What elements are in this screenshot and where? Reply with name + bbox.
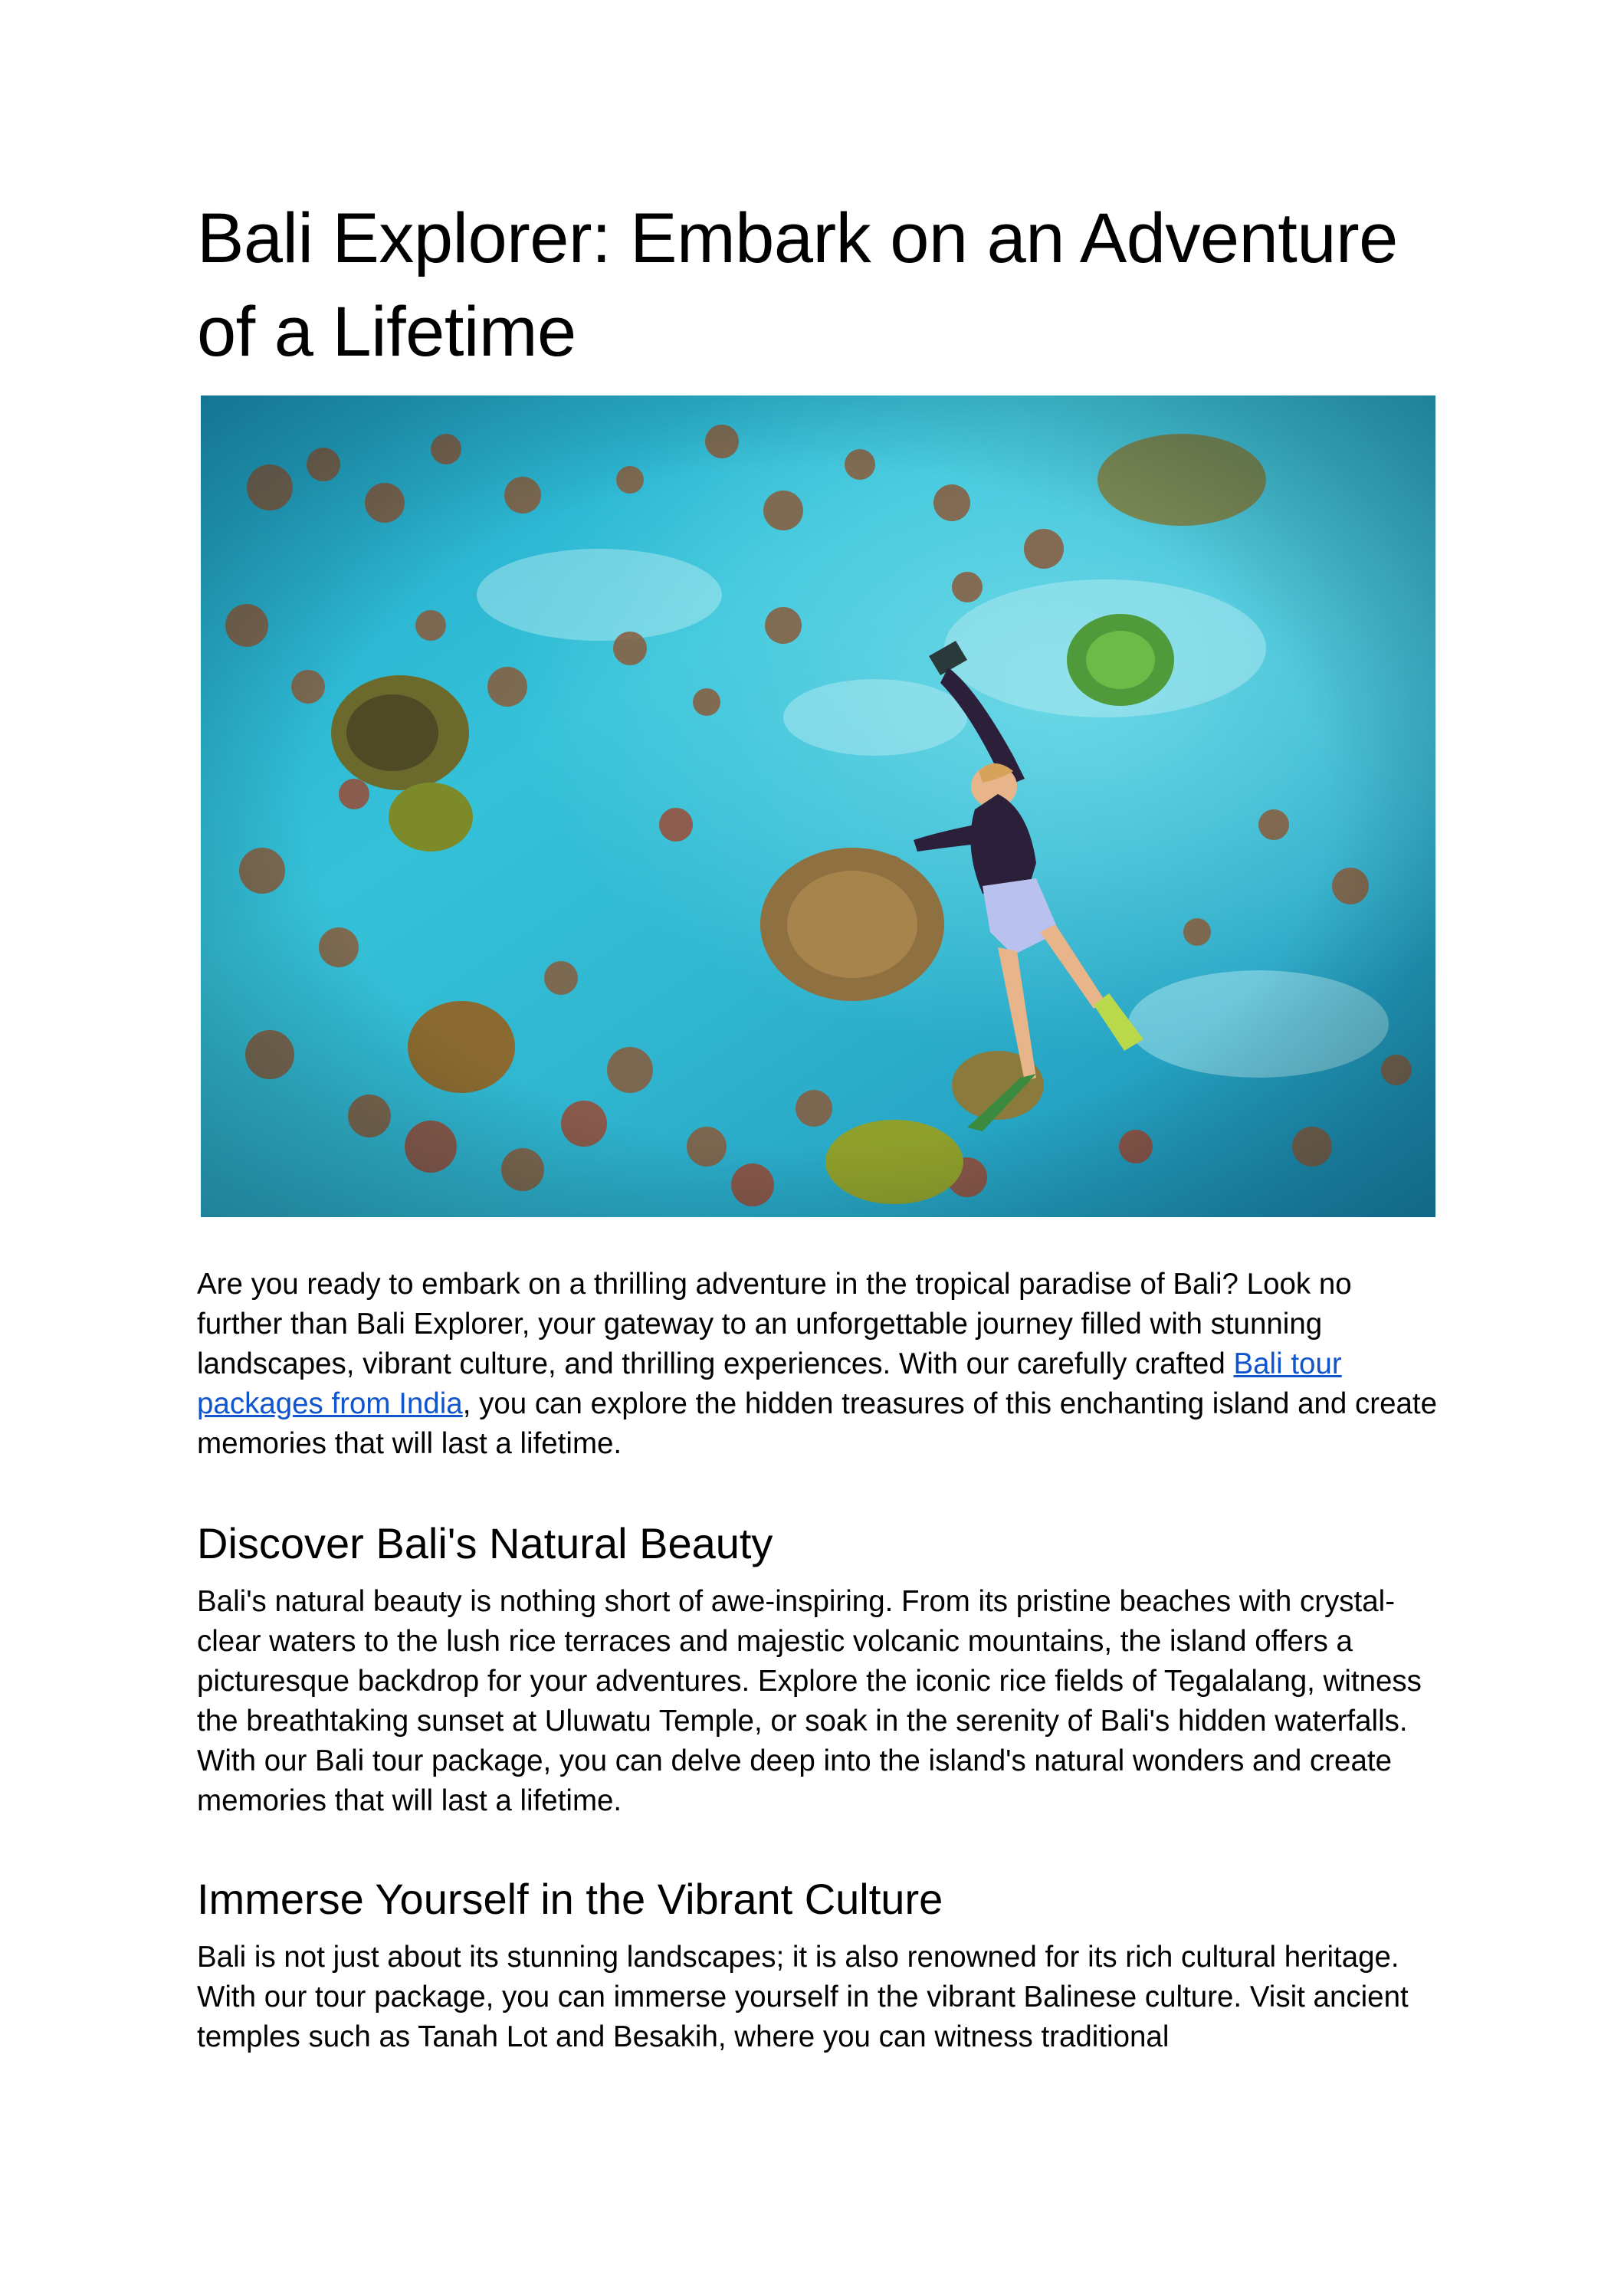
- page-title: Bali Explorer: Embark on an Adventure of a Lifetime: [197, 199, 1398, 371]
- document-page: [197, 192, 1439, 2057]
- bali-tour-packages-link[interactable]: Bali tour packages from India: [197, 1347, 1342, 1420]
- section-heading-natural-beauty: Discover Bali's Natural Beauty: [197, 1519, 773, 1567]
- section-body-culture: Bali is not just about its stunning landscapes; it is also renowned for its rich cultural heritage. With our tour package, you can immerse yourself in the vibrant Balinese culture. Visit ancient temples such as Tanah Lot and Besakih, where you can witness traditional: [197, 1941, 1409, 2053]
- section-body-natural-beauty: Bali's natural beauty is nothing short of awe-inspiring. From its pristine beaches with crystal-clear waters to the lush rice terraces and majestic volcanic mountains, the island offers a picturesque backdrop for your adventures. Explore the iconic rice fields of Tegalalang, witness the breathtaking sunset at Uluwatu Temple, or soak in the serenity of Bali's hidden waterfalls. With our Bali tour package, you can delve deep into the island's natural wonders and create memories that will last a lifetime.: [197, 1585, 1422, 1817]
- section-heading-culture: Immerse Yourself in the Vibrant Culture: [197, 1875, 943, 1923]
- intro-paragraph: [197, 1265, 1439, 1464]
- intro-text-start: Are you ready to embark on a thrilling adventure in the tropical paradise of Bali? Look no further than Bali Explorer, your gateway to an unforgettable journey filled with stunning landscapes, vibrant culture, and thrilling experiences. With our carefully crafted: [197, 1268, 1352, 1380]
- intro-text-end: , you can explore the hidden treasures of this enchanting island and create memories that will last a lifetime.: [197, 1387, 1438, 1460]
- hero-image: [201, 395, 1435, 1217]
